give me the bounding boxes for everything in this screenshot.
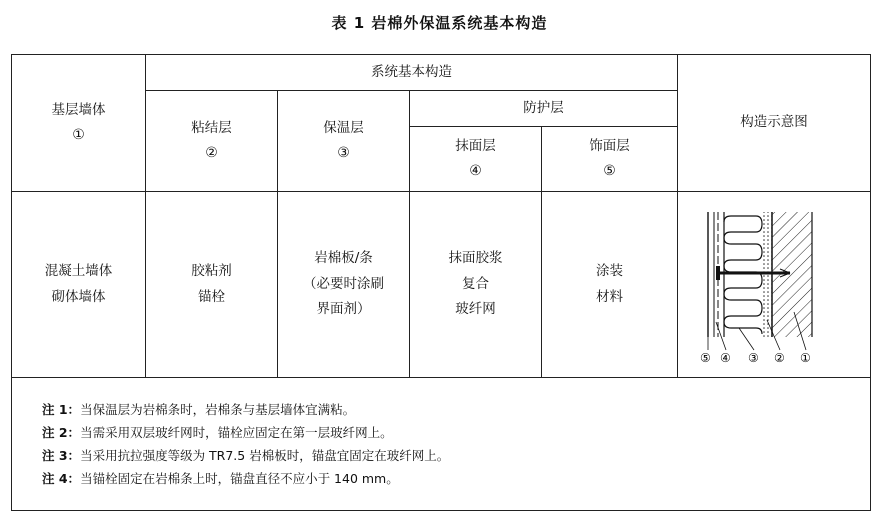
cell-adhesive-line: 胶粘剂 — [191, 262, 232, 279]
cell-finish-line: 材料 — [596, 288, 623, 305]
cell-adhesive-line: 锚栓 — [198, 288, 225, 305]
anchor-disc — [716, 266, 720, 280]
cell-plaster-line: 玻纤网 — [455, 301, 496, 318]
note-item — [42, 467, 870, 490]
notes-cell — [12, 378, 871, 511]
diagram-label: ③ — [748, 351, 759, 365]
header-base-wall-label: 基层墙体 — [51, 102, 106, 119]
diagram-label: ① — [800, 351, 811, 365]
cell-base-wall-line: 混凝土墙体 — [44, 262, 113, 279]
note-label: 注 2： — [42, 425, 81, 440]
header-diagram: 构造示意图 — [678, 55, 871, 192]
note-text: 当需采用双层玻纤网时，锚栓应固定在第一层玻纤网上。 — [80, 425, 393, 440]
note-label: 注 4： — [42, 471, 81, 486]
diagram-label: ④ — [720, 351, 731, 365]
diagram-label: ⑤ — [700, 351, 711, 365]
note-label: 注 3： — [42, 448, 81, 463]
header-insulation-number: ③ — [337, 144, 350, 161]
note-text: 当采用抗拉强度等级为 TR7.5 岩棉板时，锚盘宜固定在玻纤网上。 — [80, 448, 450, 463]
note-label: 注 1： — [42, 402, 81, 417]
cell-insulation-line: 界面剂） — [316, 301, 371, 318]
header-plaster-layer — [410, 127, 542, 192]
note-text: 当锚栓固定在岩棉条上时，锚盘直径不应小于 140 mm。 — [80, 471, 399, 486]
cell-adhesive — [146, 192, 278, 378]
leader-line — [739, 328, 754, 350]
note-item — [42, 444, 870, 467]
structure-table — [11, 54, 871, 511]
note-item — [42, 398, 870, 421]
header-insulation-label: 保温层 — [323, 120, 364, 137]
header-plaster-label: 抹面层 — [455, 138, 496, 155]
note-text: 当保温层为岩棉条时，岩棉条与基层墙体宜满粘。 — [80, 402, 356, 417]
cell-insulation-line: 岩棉板/条 — [314, 250, 373, 267]
table-title: 表 1 岩棉外保温系统基本构造 — [331, 14, 548, 32]
header-adhesive-label: 粘结层 — [191, 120, 232, 137]
header-protective-layer: 防护层 — [410, 91, 678, 127]
header-adhesive-number: ② — [205, 144, 218, 161]
cell-plaster-line: 复合 — [462, 275, 489, 292]
header-finish-layer — [542, 127, 678, 192]
cell-insulation — [278, 192, 410, 378]
cell-base-wall — [12, 192, 146, 378]
header-system-structure: 系统基本构造 — [146, 55, 678, 91]
header-finish-number: ⑤ — [603, 162, 616, 179]
cell-finish-line: 涂装 — [596, 262, 623, 279]
cell-plaster-line: 抹面胶浆 — [448, 250, 503, 267]
header-adhesive-layer — [146, 91, 278, 192]
header-plaster-number: ④ — [469, 162, 482, 179]
header-base-wall-number: ① — [72, 126, 85, 143]
cell-finish — [542, 192, 678, 378]
diagram-cell — [678, 192, 871, 378]
insulation-board-shape — [724, 216, 762, 334]
header-base-wall — [12, 55, 146, 192]
diagram-label: ② — [774, 351, 785, 365]
note-item — [42, 421, 870, 444]
cell-base-wall-line: 砌体墙体 — [51, 288, 106, 305]
cell-insulation-line: （必要时涂刷 — [303, 275, 384, 292]
header-insulation-layer — [278, 91, 410, 192]
header-finish-label: 饰面层 — [589, 138, 630, 155]
cell-plaster — [410, 192, 542, 378]
wall-construction-diagram — [694, 202, 854, 367]
